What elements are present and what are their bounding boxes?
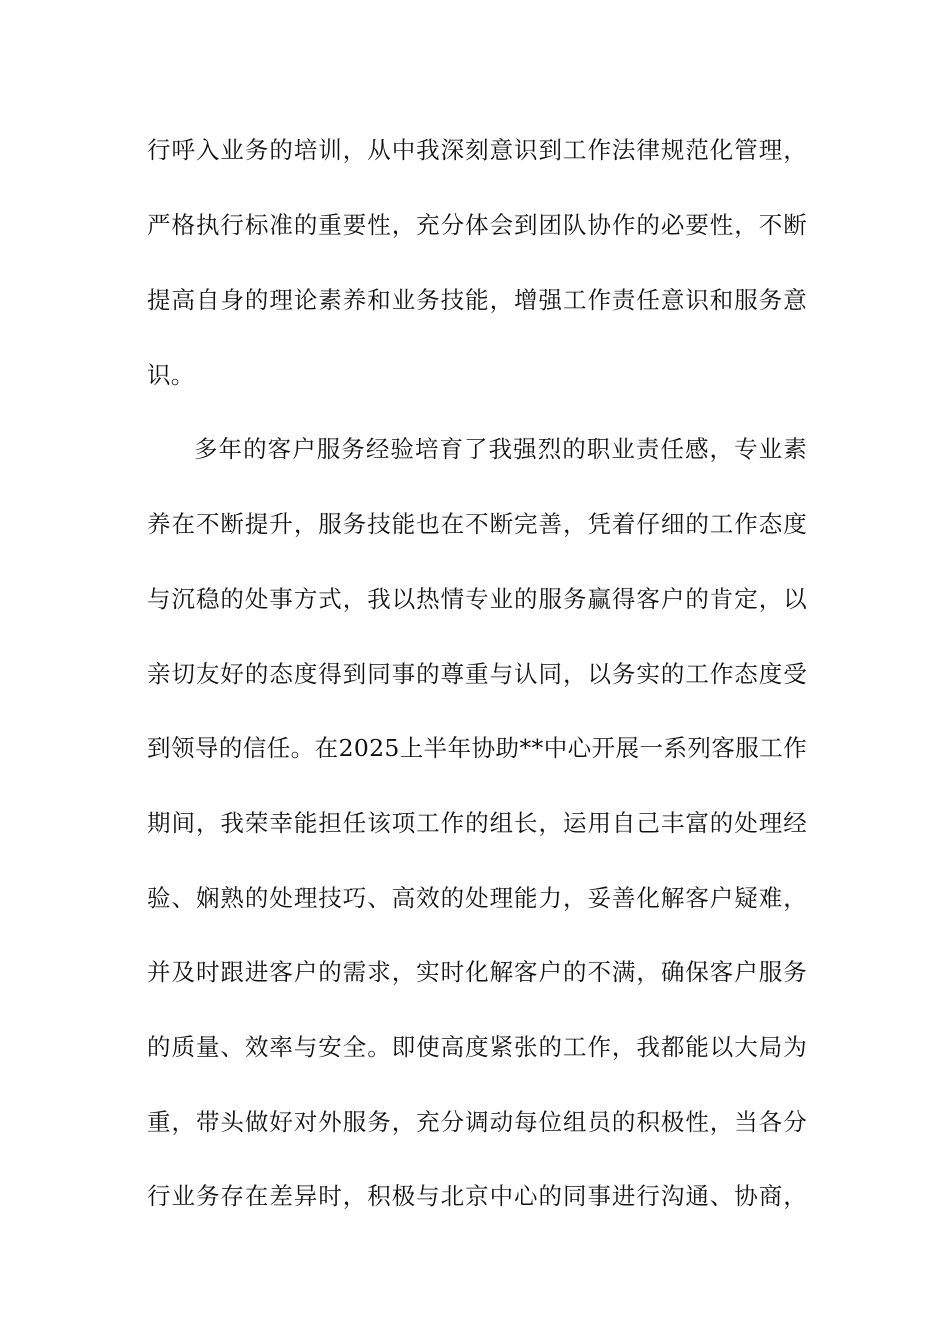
paragraph-line: 亲切友好的态度得到同事的尊重与认同，以务实的工作态度受 [147, 660, 807, 688]
paragraph-line: 到领导的信任。在2025上半年协助**中心开展一系列客服工作 [147, 734, 807, 762]
paragraph-line: 养在不断提升，服务技能也在不断完善，凭着仔细的工作态度 [147, 510, 807, 538]
paragraph-line: 并及时跟进客户的需求，实时化解客户的不满，确保客户服务 [147, 958, 807, 986]
paragraph-line: 验、娴熟的处理技巧、高效的处理能力，妥善化解客户疑难， [147, 884, 807, 912]
paragraph-line: 期间，我荣幸能担任该项工作的组长，运用自己丰富的处理经 [147, 809, 807, 837]
paragraph-line: 行业务存在差异时，积极与北京中心的同事进行沟通、协商， [147, 1182, 807, 1210]
paragraph-line: 识。 [147, 361, 195, 389]
paragraph-line: 的质量、效率与安全。即使高度紧张的工作，我都能以大局为 [147, 1033, 807, 1061]
paragraph-line: 严格执行标准的重要性，充分体会到团队协作的必要性，不断 [147, 211, 807, 239]
paragraph-line: 提高自身的理论素养和业务技能，增强工作责任意识和服务意 [147, 286, 807, 314]
paragraph-line: 重，带头做好对外服务，充分调动每位组员的积极性，当各分 [147, 1108, 807, 1136]
paragraph-first-line: 多年的客户服务经验培育了我强烈的职业责任感，专业素 [194, 435, 807, 463]
paragraph-line: 与沉稳的处事方式，我以热情专业的服务赢得客户的肯定，以 [147, 585, 807, 613]
paragraph-line: 行呼入业务的培训，从中我深刻意识到工作法律规范化管理， [147, 136, 807, 164]
